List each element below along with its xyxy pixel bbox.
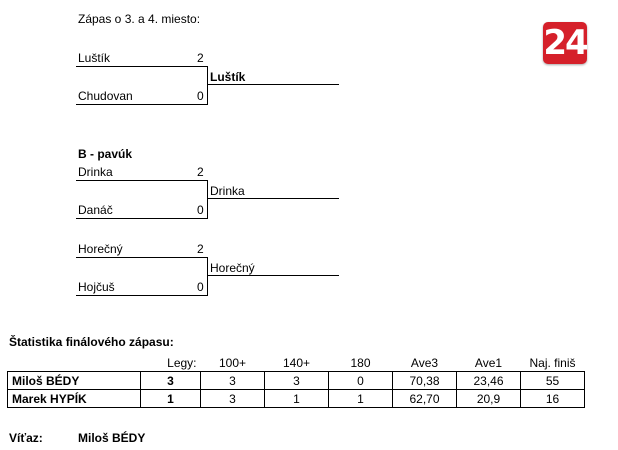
stats-cell: 23,46 — [457, 372, 521, 390]
stats-cell: 3 — [201, 372, 265, 390]
stats-cell: 16 — [521, 390, 585, 408]
stats-column-header: 100+ — [218, 355, 247, 370]
stats-title: Štatistika finálového zápasu: — [9, 335, 174, 349]
bracket-winner-name: Drinka — [210, 184, 245, 198]
bracket-line — [76, 218, 208, 219]
bracket-line — [76, 295, 208, 296]
stats-column-header: Naj. finiš — [529, 355, 576, 370]
bracket-player-name: Hojčuš — [78, 280, 115, 294]
bracket-connector — [207, 66, 208, 104]
bracket-player-score: 2 — [197, 242, 204, 256]
stats-header-row — [8, 354, 585, 372]
bracket-line — [76, 180, 208, 181]
stats-header-empty — [8, 354, 141, 372]
stats-column-header: 140+ — [282, 355, 311, 370]
third-place-title: Zápas o 3. a 4. miesto: — [78, 12, 201, 26]
stats-cell: 0 — [329, 372, 393, 390]
bracket-connector — [207, 257, 208, 295]
bracket-player-name: Chudovan — [78, 89, 133, 103]
stats-cell: 70,38 — [393, 372, 457, 390]
brand-logo-icon — [543, 22, 587, 64]
bracket-player-score: 2 — [197, 51, 204, 65]
stats-column-header: Legy: — [167, 355, 197, 370]
bracket-line — [207, 198, 339, 199]
winner-label: Víťaz: — [9, 431, 43, 445]
table-row — [8, 372, 585, 390]
bracket-winner-name: Luštík — [210, 70, 246, 84]
bracket-player-name: Drinka — [78, 165, 113, 179]
stats-cell: 1 — [141, 390, 201, 408]
stats-cell: 3 — [141, 372, 201, 390]
bracket-player-score: 0 — [197, 203, 204, 217]
stats-cell: 20,9 — [457, 390, 521, 408]
bracket-player-name: Horečný — [78, 242, 123, 256]
bracket-player-score: 2 — [197, 165, 204, 179]
table-row — [8, 390, 585, 408]
stats-cell: 1 — [265, 390, 329, 408]
bracket-player-score: 0 — [197, 280, 204, 294]
bracket-line — [207, 84, 339, 85]
logo-text: 24 — [543, 23, 587, 63]
stats-cell: 3 — [201, 390, 265, 408]
stats-column-header: 180 — [350, 355, 371, 370]
bracket-winner-name: Horečný — [210, 261, 255, 275]
b-bracket-title: B - pavúk — [78, 147, 133, 161]
stats-column-header: Ave1 — [474, 355, 503, 370]
stats-player-name: Marek HYPÍK — [8, 390, 141, 408]
stats-cell: 1 — [329, 390, 393, 408]
bracket-connector — [207, 180, 208, 218]
stats-table — [7, 354, 585, 408]
stats-cell: 62,70 — [393, 390, 457, 408]
stats-player-name: Miloš BÉDY — [8, 372, 141, 390]
bracket-line — [76, 104, 208, 105]
stats-column-header: Ave3 — [410, 355, 439, 370]
bracket-player-name: Luštík — [78, 51, 111, 65]
bracket-line — [207, 275, 339, 276]
bracket-line — [76, 66, 208, 67]
stats-cell: 55 — [521, 372, 585, 390]
winner-name: Miloš BÉDY — [78, 431, 146, 445]
bracket-player-score: 0 — [197, 89, 204, 103]
stats-cell: 3 — [265, 372, 329, 390]
bracket-line — [76, 257, 208, 258]
bracket-player-name: Danáč — [78, 203, 113, 217]
